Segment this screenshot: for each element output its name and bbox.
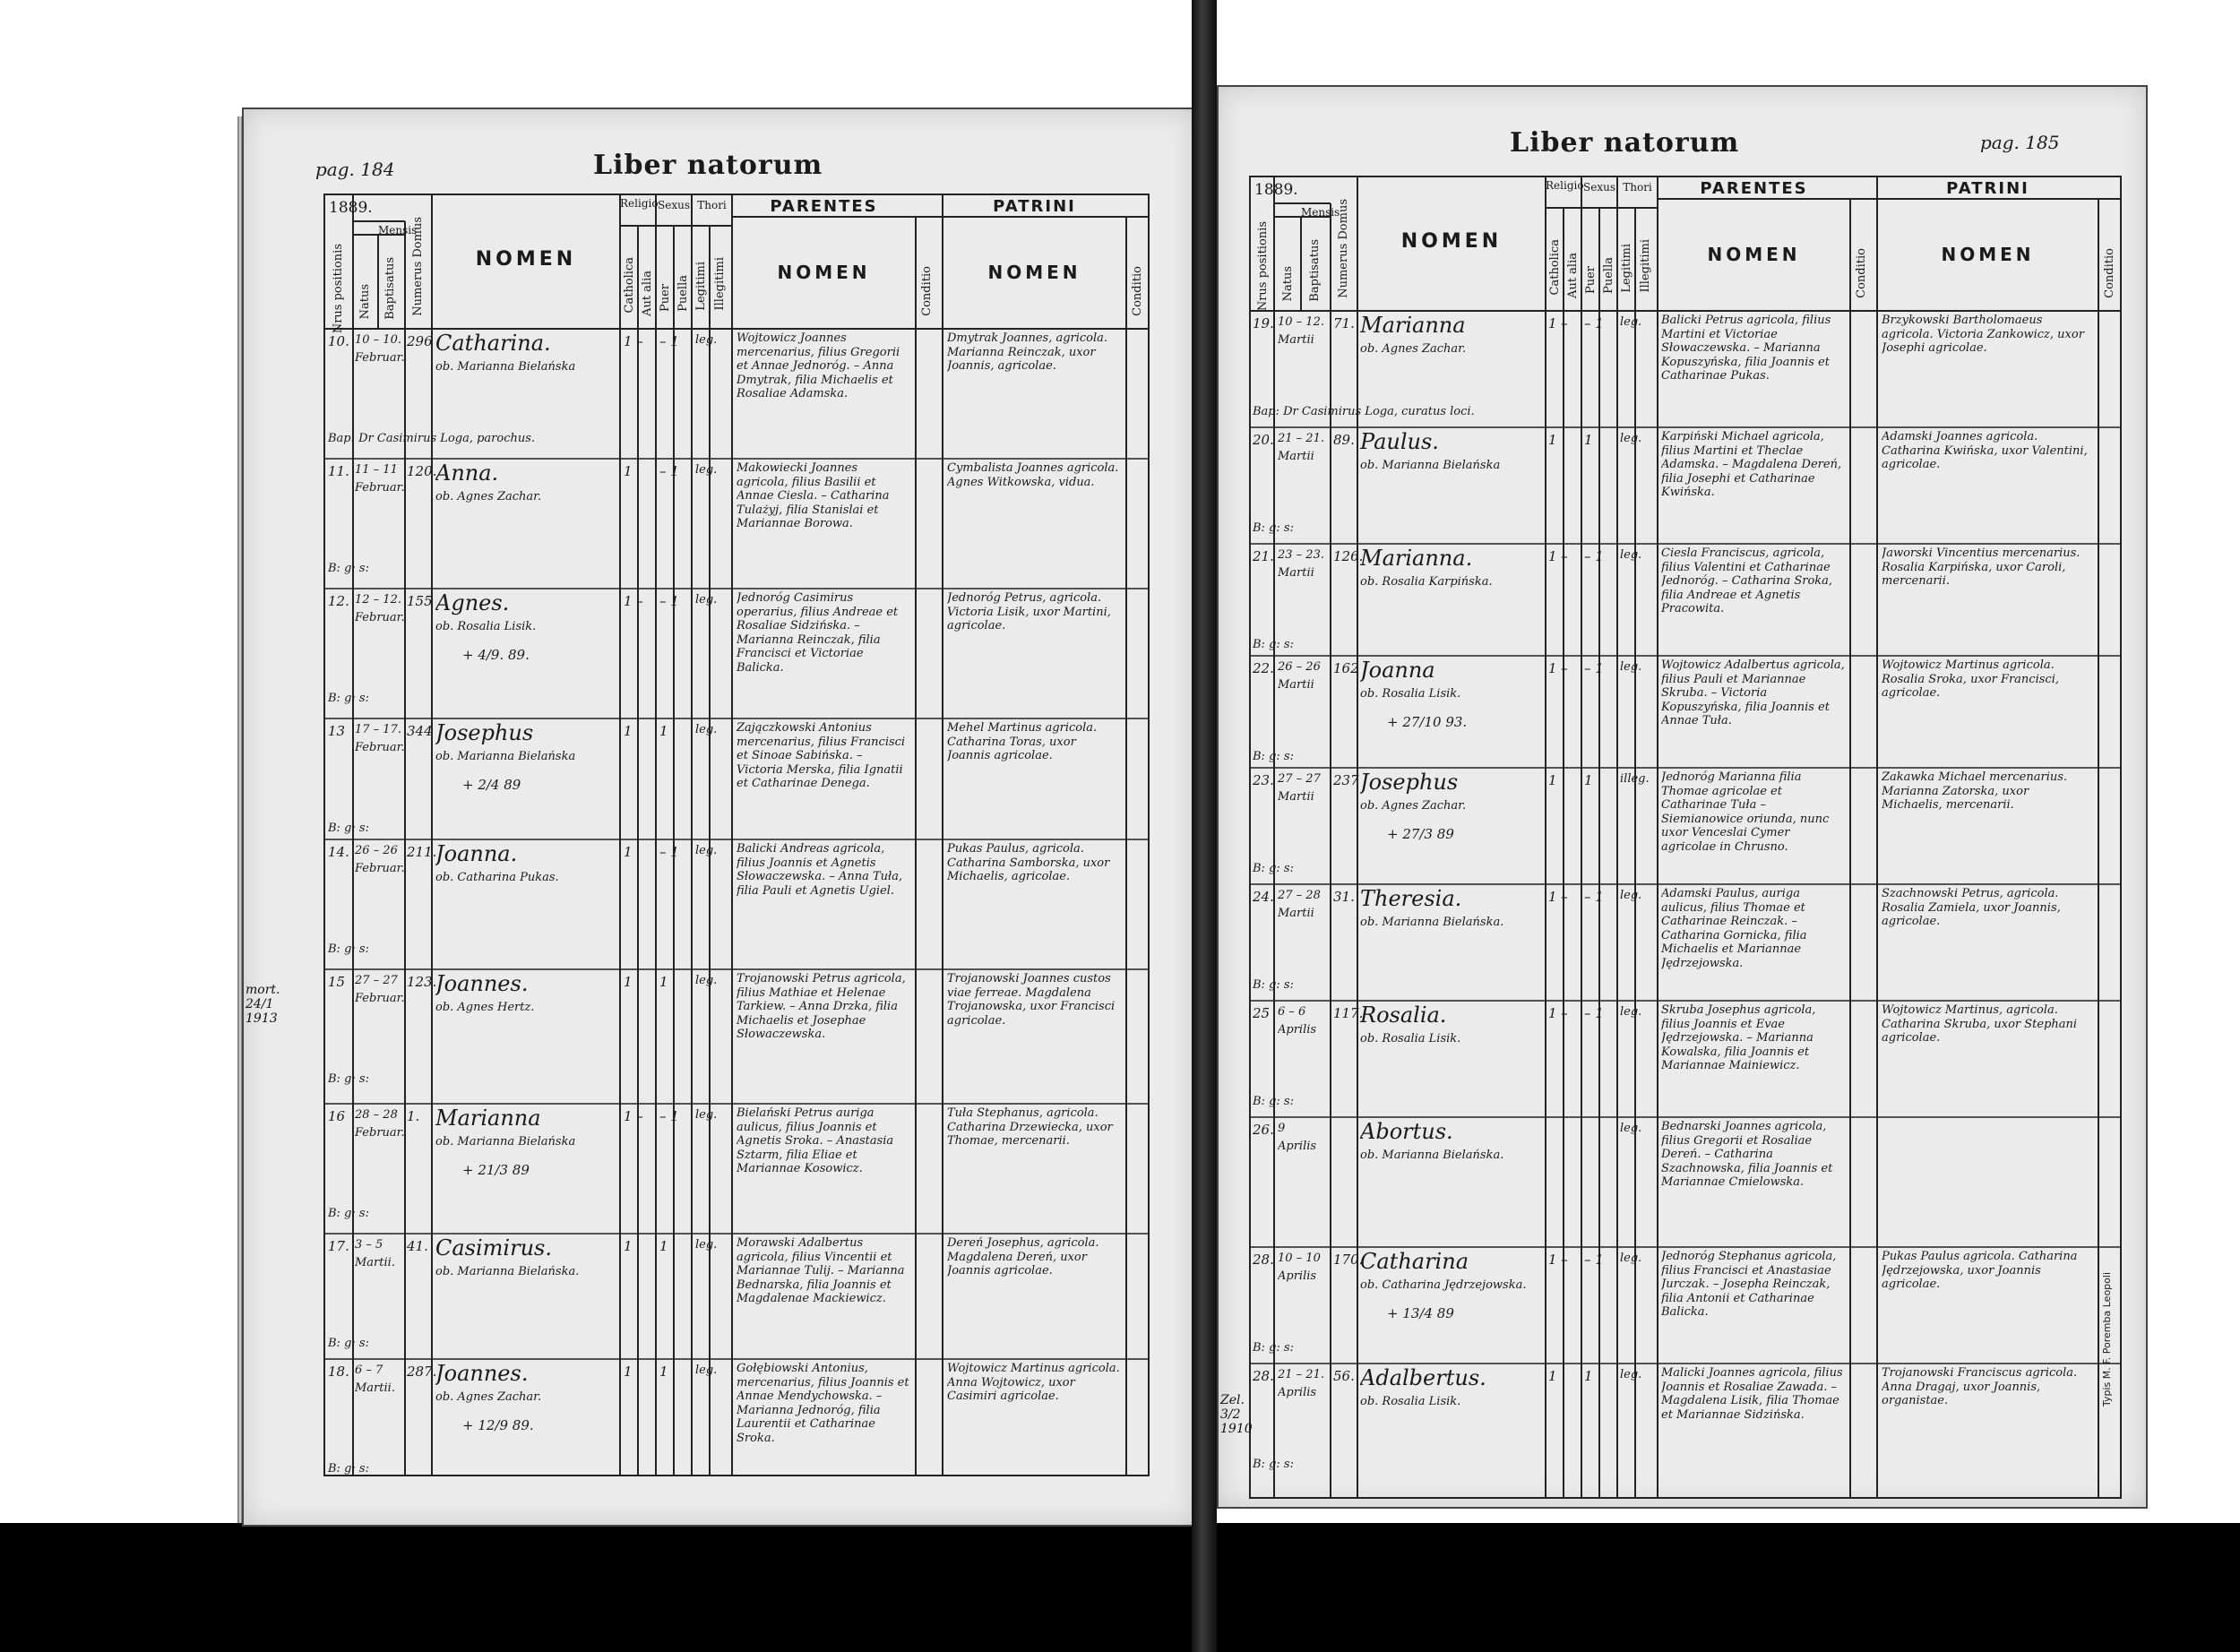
- entry-midwife: ob. Agnes Zachar.: [1360, 342, 1467, 356]
- entry-parents: Balicki Andreas agricola, filius Joannis et Agnetis Słowaczewska. – Anna Tuła, filia Pauli et Agnetis Ugiel.: [737, 842, 903, 898]
- header-puella: Puella: [676, 275, 690, 312]
- entry-legitimacy: leg.: [1620, 1252, 1642, 1265]
- header-nomen: NOMEN: [475, 248, 577, 271]
- entry-house-number: 296: [407, 333, 433, 349]
- entry-number: 21.: [1253, 548, 1274, 564]
- entry-baptism-note: B: g: s:: [1253, 750, 1294, 763]
- entry-legitimacy: leg.: [1620, 1122, 1642, 1135]
- entry-baptism-note: B: g: s:: [328, 1207, 369, 1220]
- entry-house-number: 117.: [1333, 1005, 1364, 1021]
- entry-date: 6 – 6: [1278, 1005, 1306, 1019]
- header-catholica: Catholica: [623, 257, 636, 314]
- entry-legitimacy: illeg.: [1620, 772, 1650, 786]
- entry-legitimacy: leg.: [695, 1364, 718, 1377]
- entry-date: 3 – 5: [355, 1238, 383, 1252]
- header-illegitimi: Illegitimi: [1639, 239, 1652, 293]
- entry-child-name: Theresia.: [1360, 886, 1462, 911]
- entry-godparents: Trojanowski Joannes custos viae ferreae. Magdalena Trojanowska, uxor Francisci agricolae.: [947, 972, 1116, 1028]
- entry-midwife: ob. Rosalia Karpińska.: [1360, 575, 1493, 589]
- entry-midwife: ob. Rosalia Lisik.: [1360, 1395, 1461, 1408]
- header-parentes-nomen: NOMEN: [777, 262, 871, 283]
- left-page: [242, 108, 1195, 1527]
- entry-parents: Karpiński Michael agricola, filius Martini et Theclae Adamska. – Magdalena Dereń, filia Josephi et Catharinae Kwińska.: [1661, 430, 1842, 500]
- entry-sex: – 1: [1584, 1252, 1604, 1268]
- page-number: pag. 184: [315, 159, 395, 180]
- header-religio: Religio: [1546, 179, 1584, 192]
- entry-sex: – 1: [659, 333, 679, 349]
- entry-number: 18.: [328, 1364, 349, 1380]
- entry-baptism-note: B: g: s:: [1253, 1458, 1294, 1471]
- entry-month: Februar.: [355, 862, 405, 875]
- entry-child-name: Adalbertus.: [1360, 1365, 1486, 1390]
- entry-date: 12 – 12.: [355, 593, 401, 607]
- entry-religion: 1: [1548, 1368, 1557, 1384]
- year: 1889.: [1254, 181, 1298, 199]
- entry-midwife: ob. Marianna Bielańska: [1360, 459, 1501, 472]
- entry-religion: 1: [1548, 432, 1557, 448]
- entry-legitimacy: leg.: [695, 1108, 718, 1122]
- entry-baptism-note: B: g: s:: [328, 822, 369, 835]
- entry-child-name: Joanna.: [435, 841, 518, 866]
- header-aut-alia: Aut alia: [641, 271, 654, 316]
- entry-sex: – 1: [1584, 660, 1604, 676]
- entry-legitimacy: leg.: [1620, 660, 1642, 674]
- entry-house-number: 71.: [1333, 315, 1355, 331]
- margin-note: Zel. 3/2 1910: [1220, 1393, 1253, 1436]
- header-parentes-nomen: NOMEN: [1707, 244, 1801, 265]
- header-mensis: Mensis: [378, 224, 418, 237]
- entry-number: 24.: [1253, 889, 1274, 905]
- page-title: Liber natorum: [1510, 127, 1740, 159]
- entry-religion: 1 –: [624, 593, 643, 609]
- entry-month: Aprilis: [1278, 1023, 1317, 1037]
- entry-godparents: Pukas Paulus, agricola. Catharina Samborska, uxor Michaelis, agricolae.: [947, 842, 1110, 884]
- entry-month: Aprilis: [1278, 1140, 1317, 1153]
- entry-godparents: Tuła Stephanus, agricola. Catharina Drzewiecka, uxor Thomae, mercenarii.: [947, 1106, 1113, 1149]
- header-patrini-nomen: NOMEN: [1941, 244, 2035, 265]
- entry-number: 25: [1253, 1005, 1271, 1021]
- header-legitimi: Legitimi: [694, 262, 708, 311]
- entry-child-name: Joannes.: [435, 1361, 529, 1386]
- entry-death-note: + 4/9. 89.: [462, 647, 530, 663]
- entry-month: Februar.: [355, 611, 405, 624]
- entry-month: Martii: [1278, 333, 1314, 347]
- header-conditio: Conditio: [920, 266, 934, 316]
- entry-date: 10 – 10: [1278, 1252, 1321, 1265]
- entry-death-note: + 27/3 89: [1387, 826, 1454, 842]
- header-religio: Religio: [620, 197, 659, 210]
- entry-sex: – 1: [1584, 1005, 1604, 1021]
- header-nomen: NOMEN: [1400, 230, 1503, 253]
- entry-baptism-note: Bap: Dr Casimirus Loga, parochus.: [328, 432, 536, 445]
- entry-baptism-note: B: g: s:: [1253, 862, 1294, 875]
- entry-date: 26 – 26: [355, 844, 398, 857]
- entry-number: 15: [328, 974, 346, 990]
- entry-midwife: ob. Rosalia Lisik.: [435, 620, 537, 633]
- header-mensis: Mensis: [1301, 206, 1340, 219]
- entry-baptism-note: B: g: s:: [328, 1337, 369, 1350]
- entry-baptism-note: B: g: s:: [328, 692, 369, 705]
- entry-death-note: + 13/4 89: [1387, 1305, 1454, 1321]
- entry-child-name: Rosalia.: [1360, 1002, 1447, 1028]
- entry-child-name: Josephus: [435, 720, 534, 745]
- header-puer: Puer: [659, 284, 672, 313]
- entry-number: 22.: [1253, 660, 1274, 676]
- entry-number: 11.: [328, 463, 349, 479]
- entry-religion: 1: [624, 723, 633, 739]
- entry-godparents: Szachnowski Petrus, agricola. Rosalia Zamiela, uxor Joannis, agricolae.: [1882, 887, 2061, 929]
- entry-date: 21 – 21.: [1278, 1368, 1324, 1381]
- entry-religion: 1 –: [1548, 889, 1568, 905]
- header-puer: Puer: [1584, 266, 1598, 295]
- entry-house-number: 89.: [1333, 432, 1355, 448]
- entry-month: Februar.: [355, 1126, 405, 1140]
- entry-midwife: ob. Catharina Pukas.: [435, 871, 559, 884]
- entry-midwife: ob. Marianna Bielańska: [435, 1135, 576, 1149]
- entry-parents: Jednoróg Marianna filia Thomae agricolae et Catharinae Tuła – Siemianowice oriunda, nunc uxor Venceslai Cymer agricolae in Chrusno.: [1661, 770, 1830, 854]
- entry-house-number: 287.: [407, 1364, 437, 1380]
- entry-religion: 1: [624, 974, 633, 990]
- entry-godparents: Cymbalista Joannes agricola. Agnes Witkowska, vidua.: [947, 461, 1119, 489]
- header-natus: Natus: [358, 284, 372, 320]
- entry-midwife: ob. Marianna Bielańska: [435, 360, 576, 374]
- header-thori: Thori: [1623, 181, 1652, 194]
- header-conditio: Conditio: [1855, 248, 1868, 298]
- entry-parents: Trojanowski Petrus agricola, filius Mathiae et Helenae Tarkiew. – Anna Drzka, filia Michaelis et Josephae Słowaczewska.: [737, 972, 906, 1042]
- entry-sex: 1: [659, 723, 668, 739]
- entry-legitimacy: leg.: [1620, 432, 1642, 445]
- entry-number: 20.: [1253, 432, 1274, 448]
- entry-sex: – 1: [659, 844, 679, 860]
- entry-death-note: + 21/3 89: [462, 1162, 530, 1178]
- header-sexus: Sexus: [658, 199, 690, 211]
- entry-parents: Jednoróg Casimirus operarius, filius Andreae et Rosaliae Sidzińska. – Marianna Reinczak, filia Francisci et Victoriae Balicka.: [737, 591, 899, 675]
- entry-parents: Skruba Josephus agricola, filius Joannis et Evae Jędrzejowska. – Marianna Kowalska, filia Joannis et Mariannae Mainiewicz.: [1661, 1003, 1816, 1073]
- entry-godparents: Trojanowski Franciscus agricola. Anna Dragaj, uxor Joannis, organistae.: [1882, 1366, 2078, 1408]
- entry-midwife: ob. Rosalia Lisik.: [1360, 687, 1461, 701]
- entry-religion: 1: [624, 463, 633, 479]
- entry-legitimacy: leg.: [1620, 889, 1642, 902]
- entry-number: 28.: [1253, 1252, 1274, 1268]
- entry-date: 10 – 12.: [1278, 315, 1324, 329]
- entry-midwife: ob. Marianna Bielańska.: [1360, 1149, 1504, 1162]
- entry-month: Februar.: [355, 992, 405, 1005]
- entry-legitimacy: leg.: [695, 844, 718, 857]
- entry-parents: Bielański Petrus auriga aulicus, filius Joannis et Agnetis Sroka. – Anastasia Sztarm, filia Eliae et Mariannae Kosowicz.: [737, 1106, 894, 1176]
- header-legitimi: Legitimi: [1620, 244, 1633, 293]
- right-page: [1217, 85, 2148, 1509]
- entry-sex: – 1: [1584, 889, 1604, 905]
- entry-baptism-note: B: g: s:: [1253, 638, 1294, 651]
- entry-religion: 1 –: [624, 1108, 643, 1124]
- entry-parents: Jednoróg Stephanus agricola, filius Francisci et Anastasiae Jurczak. – Josepha Reinczak, filia Antonii et Catharinae Balicka.: [1661, 1250, 1837, 1320]
- header-parentes: PARENTES: [770, 197, 878, 216]
- entry-midwife: ob. Rosalia Lisik.: [1360, 1032, 1461, 1045]
- entry-religion: 1: [624, 1364, 633, 1380]
- entry-sex: 1: [659, 1364, 668, 1380]
- entry-midwife: ob. Agnes Zachar.: [1360, 799, 1467, 813]
- entry-baptism-note: B: g: s:: [1253, 1341, 1294, 1355]
- entry-godparents: Wojtowicz Martinus agricola. Rosalia Sroka, uxor Francisci, agricolae.: [1882, 658, 2059, 701]
- entry-parents: Balicki Petrus agricola, filius Martini et Victoriae Słowaczewska. – Marianna Kopuszyńska, filia Joannis et Catharinae Pukas.: [1661, 314, 1831, 383]
- entry-midwife: ob. Marianna Bielańska.: [435, 1265, 580, 1278]
- entry-house-number: 120.: [407, 463, 437, 479]
- entry-sex: – 1: [659, 463, 679, 479]
- entry-midwife: ob. Marianna Bielańska: [435, 750, 576, 763]
- entry-religion: 1: [624, 1238, 633, 1254]
- entry-child-name: Catharina: [1360, 1249, 1469, 1274]
- entry-child-name: Marianna: [1360, 313, 1466, 338]
- entry-date: 10 – 10.: [355, 333, 401, 347]
- entry-date: 26 – 26: [1278, 660, 1321, 674]
- entry-house-number: 123.: [407, 974, 437, 990]
- entry-month: Martii: [1278, 790, 1314, 804]
- entry-child-name: Catharina.: [435, 331, 551, 356]
- entry-death-note: + 27/10 93.: [1387, 714, 1468, 730]
- entry-legitimacy: leg.: [1620, 1368, 1642, 1381]
- entry-date: 27 – 27: [355, 974, 398, 987]
- entry-legitimacy: leg.: [695, 593, 718, 607]
- entry-number: 26.: [1253, 1122, 1274, 1138]
- entry-house-number: 162: [1333, 660, 1359, 676]
- entry-legitimacy: leg.: [695, 723, 718, 736]
- entry-baptism-note: B: g: s:: [328, 1072, 369, 1086]
- entry-godparents: Wojtowicz Martinus agricola. Anna Wojtowicz, uxor Casimiri agricolae.: [947, 1362, 1120, 1404]
- entry-baptism-note: B: g: s:: [328, 562, 369, 575]
- entry-religion: 1 –: [1548, 548, 1568, 564]
- entry-baptism-note: B: g: s:: [1253, 978, 1294, 992]
- entry-child-name: Marianna.: [1360, 546, 1473, 571]
- header-patrini-nomen: NOMEN: [987, 262, 1081, 283]
- entry-sex: 1: [1584, 1368, 1593, 1384]
- entry-godparents: Wojtowicz Martinus, agricola. Catharina Skruba, uxor Stephani agricolae.: [1882, 1003, 2078, 1045]
- header-thori: Thori: [697, 199, 727, 211]
- entry-sex: – 1: [1584, 315, 1604, 331]
- entry-godparents: Pukas Paulus agricola. Catharina Jędrzejowska, uxor Joannis agricolae.: [1882, 1250, 2078, 1292]
- entry-house-number: 170.: [1333, 1252, 1364, 1268]
- entry-legitimacy: leg.: [1620, 1005, 1642, 1019]
- entry-month: Martii: [1278, 566, 1314, 580]
- header-patrini: PATRINI: [993, 197, 1076, 216]
- entry-sex: – 1: [659, 1108, 679, 1124]
- entry-child-name: Josephus: [1360, 770, 1459, 795]
- entry-sex: 1: [1584, 432, 1593, 448]
- entry-month: Martii.: [355, 1381, 395, 1395]
- entry-parents: Malicki Joannes agricola, filius Joannis et Rosaliae Zawada. – Magdalena Lisik, filia Thomae et Mariannae Sidzińska.: [1661, 1366, 1843, 1422]
- entry-date: 23 – 23.: [1278, 548, 1324, 562]
- header-baptisatus: Baptisatus: [383, 257, 397, 320]
- entry-legitimacy: leg.: [695, 974, 718, 987]
- entry-month: Martii: [1278, 907, 1314, 920]
- entry-child-name: Marianna: [435, 1106, 541, 1131]
- header-parentes: PARENTES: [1700, 179, 1808, 198]
- entry-parents: Wojtowicz Joannes mercenarius, filius Gregorii et Annae Jednoróg. – Anna Dmytrak, filia Michaelis et Rosaliae Adamska.: [737, 331, 900, 401]
- entry-legitimacy: leg.: [1620, 548, 1642, 562]
- entry-house-number: 237: [1333, 772, 1359, 788]
- entry-house-number: 41.: [407, 1238, 428, 1254]
- entry-month: Februar.: [355, 481, 405, 495]
- entry-number: 13: [328, 723, 346, 739]
- entry-child-name: Joannes.: [435, 971, 529, 996]
- entry-godparents: Adamski Joannes agricola. Catharina Kwińska, uxor Valentini, agricolae.: [1882, 430, 2088, 472]
- year: 1889.: [329, 199, 373, 217]
- entry-midwife: ob. Catharina Jędrzejowska.: [1360, 1278, 1527, 1292]
- header-illegitimi: Illegitimi: [713, 257, 727, 311]
- entry-religion: 1: [1548, 772, 1557, 788]
- entry-baptism-note: B: g: s:: [1253, 521, 1294, 535]
- entry-date: 6 – 7: [355, 1364, 383, 1377]
- entry-date: 11 – 11: [355, 463, 398, 477]
- entry-date: 9: [1278, 1122, 1286, 1135]
- entry-godparents: Dmytrak Joannes, agricola. Marianna Reinczak, uxor Joannis, agricolae.: [947, 331, 1108, 374]
- header-nrus: Nrus positionis: [332, 244, 345, 334]
- entry-child-name: Paulus.: [1360, 429, 1439, 454]
- header-sexus: Sexus: [1583, 181, 1615, 194]
- header-numerus-domus: Numerus Domus: [1337, 199, 1350, 298]
- entry-legitimacy: leg.: [695, 463, 718, 477]
- entry-midwife: ob. Marianna Bielańska.: [1360, 916, 1504, 929]
- entry-baptism-note: B: g: s:: [328, 1462, 369, 1476]
- entry-godparents: Jednoróg Petrus, agricola. Victoria Lisik, uxor Martini, agricolae.: [947, 591, 1111, 633]
- entry-godparents: Mehel Martinus agricola. Catharina Toras, uxor Joannis agricolae.: [947, 721, 1098, 763]
- entry-death-note: + 12/9 89.: [462, 1417, 534, 1433]
- margin-note: mort. 24/1 1913: [246, 983, 280, 1026]
- book-gutter: [1192, 0, 1217, 1652]
- entry-baptism-note: B: g: s:: [1253, 1095, 1294, 1108]
- entry-parents: Adamski Paulus, auriga aulicus, filius Thomae et Catharinae Reinczak. – Catharina Gornicka, filia Michaelis et Mariannae Jędrzejowska.: [1661, 887, 1807, 970]
- entry-number: 28.: [1253, 1368, 1274, 1384]
- entry-month: Martii.: [355, 1256, 395, 1269]
- entry-month: Aprilis: [1278, 1386, 1317, 1399]
- entry-date: 17 – 17.: [355, 723, 401, 736]
- entry-child-name: Joanna: [1360, 658, 1435, 683]
- entry-sex: – 1: [1584, 548, 1604, 564]
- register-grid: [244, 109, 1193, 1525]
- entry-parents: Wojtowicz Adalbertus agricola, filius Pauli et Mariannae Skruba. – Victoria Kopuszyńska, filia Joannis et Annae Tuła.: [1661, 658, 1845, 728]
- header-patrini: PATRINI: [1946, 179, 2029, 198]
- entry-sex: – 1: [659, 593, 679, 609]
- entry-house-number: 31.: [1333, 889, 1355, 905]
- printer-imprint: Typis M. F. Poremba Leopoli: [2101, 1272, 2113, 1407]
- header-nrus: Nrus positionis: [1256, 221, 1270, 312]
- entry-religion: 1: [624, 844, 633, 860]
- entry-sex: 1: [1584, 772, 1593, 788]
- header-conditio: Conditio: [2103, 248, 2116, 298]
- entry-midwife: ob. Agnes Zachar.: [435, 1390, 542, 1404]
- header-natus: Natus: [1281, 266, 1295, 302]
- page-title: Liber natorum: [593, 150, 823, 181]
- header-numerus-domus: Numerus Domus: [411, 217, 425, 316]
- entry-sex: 1: [659, 1238, 668, 1254]
- entry-house-number: 126.: [1333, 548, 1364, 564]
- entry-death-note: + 2/4 89: [462, 777, 521, 793]
- entry-month: Februar.: [355, 351, 405, 365]
- entry-parents: Bednarski Joannes agricola, filius Gregorii et Rosaliae Dereń. – Catharina Szachnowska, filia Joannis et Mariannae Cmielowska.: [1661, 1120, 1833, 1190]
- entry-number: 16: [328, 1108, 346, 1124]
- entry-month: Aprilis: [1278, 1269, 1317, 1283]
- entry-baptism-note: Bap: Dr Casimirus Loga, curatus loci.: [1253, 405, 1475, 418]
- entry-baptism-note: B: g: s:: [328, 942, 369, 956]
- entry-religion: 1 –: [1548, 315, 1568, 331]
- header-puella: Puella: [1602, 257, 1615, 294]
- entry-month: Februar.: [355, 741, 405, 754]
- header-conditio: Conditio: [1131, 266, 1144, 316]
- entry-number: 10.: [328, 333, 349, 349]
- entry-godparents: Dereń Josephus, agricola. Magdalena Dereń, uxor Joannis agricolae.: [947, 1236, 1099, 1278]
- entry-religion: 1 –: [1548, 1252, 1568, 1268]
- entry-house-number: 155: [407, 593, 433, 609]
- entry-godparents: Brzykowski Bartholomaeus agricola. Victoria Zankowicz, uxor Josephi agricolae.: [1882, 314, 2084, 356]
- entry-legitimacy: leg.: [1620, 315, 1642, 329]
- entry-midwife: ob. Agnes Zachar.: [435, 490, 542, 503]
- entry-number: 17.: [328, 1238, 349, 1254]
- header-aut-alia: Aut alia: [1566, 253, 1580, 298]
- entry-religion: 1 –: [1548, 660, 1568, 676]
- entry-godparents: Jaworski Vincentius mercenarius. Rosalia Karpińska, uxor Caroli, mercenarii.: [1882, 546, 2081, 589]
- entry-date: 27 – 28: [1278, 889, 1321, 902]
- entry-legitimacy: leg.: [695, 333, 718, 347]
- entry-child-name: Agnes.: [435, 590, 510, 615]
- entry-child-name: Abortus.: [1360, 1119, 1453, 1144]
- entry-parents: Zajączkowski Antonius mercenarius, filius Francisci et Sinoae Sabińska. – Victoria Merska, filia Ignatii et Catharinae Denega.: [737, 721, 906, 791]
- entry-number: 12.: [328, 593, 349, 609]
- header-catholica: Catholica: [1548, 239, 1562, 296]
- entry-child-name: Casimirus.: [435, 1235, 552, 1261]
- entry-number: 19.: [1253, 315, 1274, 331]
- entry-child-name: Anna.: [435, 460, 499, 486]
- entry-house-number: 1.: [407, 1108, 420, 1124]
- entry-religion: 1 –: [1548, 1005, 1568, 1021]
- entry-sex: 1: [659, 974, 668, 990]
- entry-godparents: Zakawka Michael mercenarius. Marianna Zatorska, uxor Michaelis, mercenarii.: [1882, 770, 2068, 813]
- entry-parents: Ciesla Franciscus, agricola, filius Valentini et Catharinae Jednoróg. – Catharina Sroka, filia Andreae et Agnetis Pracowita.: [1661, 546, 1833, 616]
- entry-date: 27 – 27: [1278, 772, 1321, 786]
- entry-house-number: 211.: [407, 844, 437, 860]
- entry-date: 21 – 21.: [1278, 432, 1324, 445]
- entry-number: 14.: [328, 844, 349, 860]
- page-number: pag. 185: [1980, 132, 2060, 153]
- entry-religion: 1 –: [624, 333, 643, 349]
- entry-date: 28 – 28: [355, 1108, 398, 1122]
- entry-parents: Morawski Adalbertus agricola, filius Vincentii et Mariannae Tulij. – Marianna Bednarska, filia Joannis et Magdalenae Mackiewicz.: [737, 1236, 905, 1306]
- entry-legitimacy: leg.: [695, 1238, 718, 1252]
- entry-midwife: ob. Agnes Hertz.: [435, 1001, 535, 1014]
- entry-parents: Gołębiowski Antonius, mercenarius, filius Joannis et Annae Mendychowska. – Marianna Jednoróg, filia Laurentii et Catharinae Sroka.: [737, 1362, 909, 1445]
- entry-month: Martii: [1278, 450, 1314, 463]
- entry-month: Martii: [1278, 678, 1314, 692]
- entry-house-number: 344: [407, 723, 433, 739]
- header-baptisatus: Baptisatus: [1308, 239, 1322, 302]
- entry-house-number: 56.: [1333, 1368, 1355, 1384]
- entry-parents: Makowiecki Joannes agricola, filius Basilii et Annae Ciesla. – Catharina Tulażyj, filia Stanislai et Mariannae Borowa.: [737, 461, 890, 531]
- entry-number: 23.: [1253, 772, 1274, 788]
